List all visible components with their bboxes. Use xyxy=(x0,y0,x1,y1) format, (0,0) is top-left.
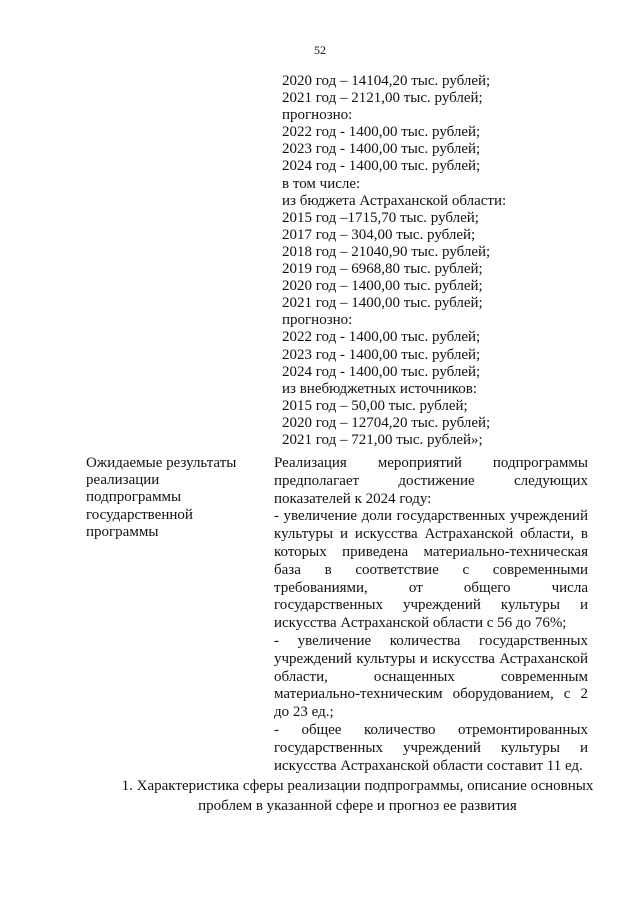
funding-line: 2015 год –1715,70 тыс. рублей; xyxy=(282,209,479,226)
funding-line: 2018 год – 21040,90 тыс. рублей; xyxy=(282,243,491,260)
funding-line: в том числе: xyxy=(282,175,361,192)
funding-line: 2020 год – 12704,20 тыс. рублей; xyxy=(282,414,491,431)
funding-line: 2020 год – 1400,00 тыс. рублей; xyxy=(282,278,483,295)
page-number: 52 xyxy=(314,43,326,57)
funding-line: 2019 год – 6968,80 тыс. рублей; xyxy=(282,261,483,278)
expected-results-text xyxy=(274,455,588,775)
funding-line: из внебюджетных источников: xyxy=(282,380,477,397)
funding-line: 2021 год – 2121,00 тыс. рублей; xyxy=(282,90,483,107)
section-heading: 1. Характеристика сферы реализации подпрограммы, описание основных проблем в указанной сфере и прогноз ее развития xyxy=(121,778,594,814)
funding-line: 2017 год – 304,00 тыс. рублей; xyxy=(282,226,476,243)
expected-results-label: Ожидаемые результаты реализации подпрограммы государственной программы xyxy=(86,455,237,540)
funding-line: 2023 год - 1400,00 тыс. рублей; xyxy=(282,141,481,158)
funding-line: 2024 год - 1400,00 тыс. рублей; xyxy=(282,158,481,175)
results-intro: Реализация мероприятий подпрограммы предполагает достижение следующих показателей к 2024 году: xyxy=(274,455,588,507)
funding-line: 2024 год - 1400,00 тыс. рублей; xyxy=(282,363,481,380)
funding-line: из бюджета Астраханской области: xyxy=(282,192,507,209)
funding-line: 2022 год - 1400,00 тыс. рублей; xyxy=(282,329,481,346)
funding-line: 2023 год - 1400,00 тыс. рублей; xyxy=(282,346,481,363)
funding-line: прогнозно: xyxy=(282,107,353,124)
funding-line: 2022 год - 1400,00 тыс. рублей; xyxy=(282,124,481,141)
results-item: - увеличение доли государственных учреждений культуры и искусства Астраханской области, в которых приведена материально-техническая база в соответствие с современными требованиями, от общего числа государственных учреждений культуры и искусства Астраханской области с 56 до 76%; xyxy=(274,508,588,632)
funding-line: 2021 год – 1400,00 тыс. рублей; xyxy=(282,295,483,312)
funding-line: 2021 год – 721,00 тыс. рублей»; xyxy=(282,431,483,448)
funding-line: 2020 год – 14104,20 тыс. рублей; xyxy=(282,73,491,89)
funding-line: прогнозно: xyxy=(282,312,353,329)
funding-line: 2015 год – 50,00 тыс. рублей; xyxy=(282,397,468,414)
results-item: - увеличение количества государственных учреждений культуры и искусства Астраханской области, оснащенных современным материально-техническим оборудованием, с 2 до 23 ед.; xyxy=(274,632,588,721)
funding-breakdown xyxy=(282,73,602,449)
results-item: - общее количество отремонтированных государственных учреждений культуры и искусства Астраханской области составит 11 ед. xyxy=(274,721,588,774)
